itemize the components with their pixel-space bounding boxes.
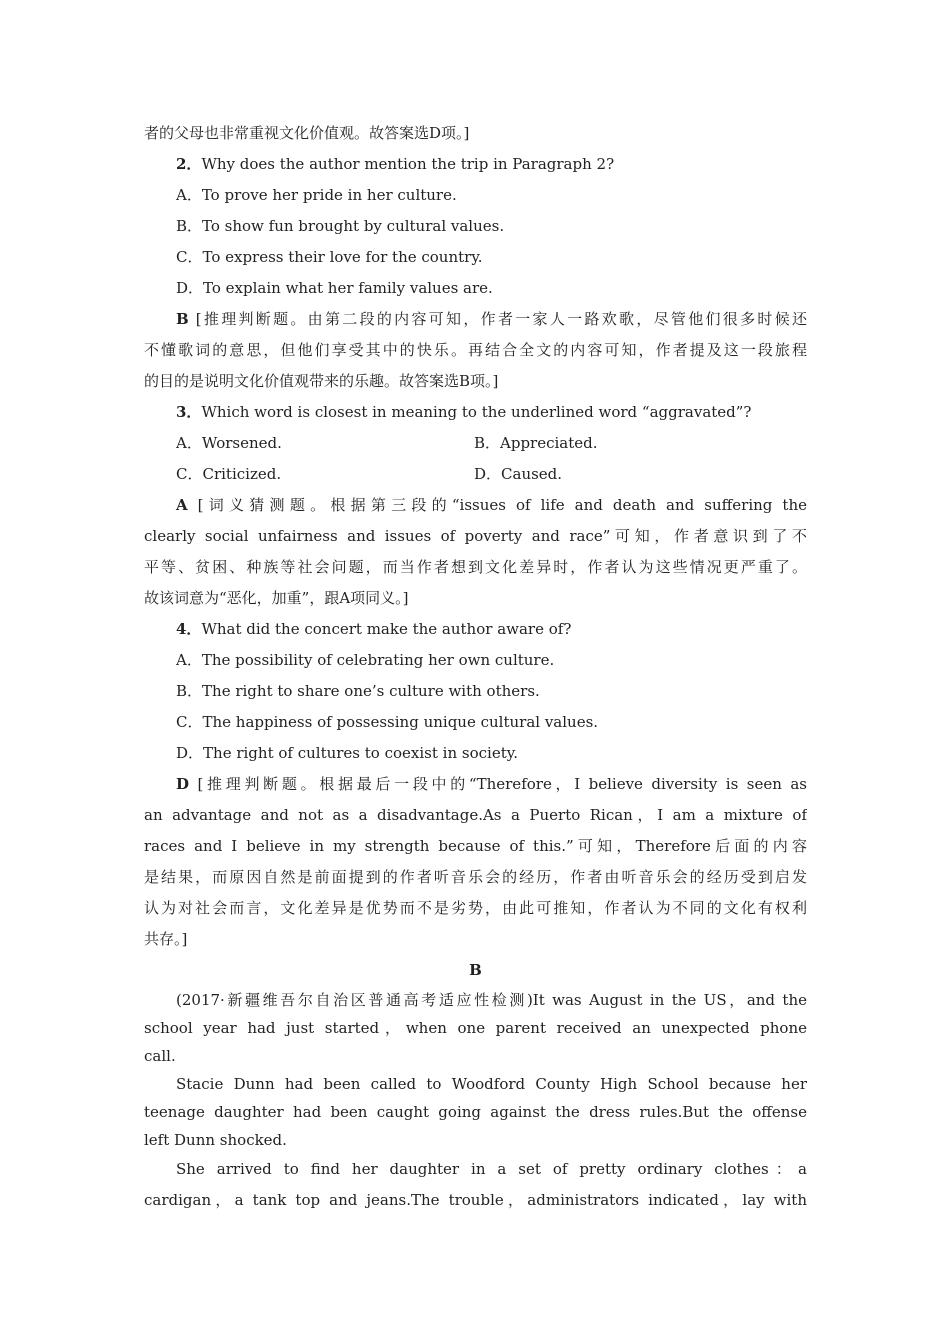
explanation-line: A [词义猜测题。根据第三段的“issues of life and death and suffering the	[176, 496, 807, 514]
document-page	[144, 118, 807, 1216]
passage-line: call.	[144, 1047, 176, 1065]
option-a: A．The possibility of celebrating her own culture.	[176, 651, 555, 669]
explanation-line: races and I believe in my strength because of this.”可知，Therefore后面的内容	[144, 837, 807, 855]
question-number: 3．	[176, 403, 202, 421]
option-c: C．To express their love for the country.	[176, 248, 483, 266]
options-row	[144, 428, 807, 459]
option-d: D．Caused.	[474, 465, 563, 483]
passage-line: Stacie Dunn had been called to Woodford County High School because her	[176, 1075, 807, 1093]
passage-line: She arrived to find her daughter in a set of pretty ordinary clothes：a	[176, 1160, 807, 1178]
question-stem: What did the concert make the author aware of?	[201, 620, 572, 638]
passage-line: (2017·新疆维吾尔自治区普通高考适应性检测)It was August in the US，and the	[176, 991, 807, 1009]
option-b: B．The right to share one’s culture with others.	[176, 682, 540, 700]
explanation-line: clearly social unfairness and issues of poverty and race”可知，作者意识到了不	[144, 527, 807, 545]
explanation-line: 是结果，而原因自然是前面提到的作者听音乐会的经历，作者由听音乐会的经历受到启发	[144, 868, 807, 886]
explanation-line: D [推理判断题。根据最后一段中的“Therefore，I believe diversity is seen as	[176, 775, 807, 793]
question-number: 2．	[176, 155, 202, 173]
answer-letter: A	[176, 496, 188, 514]
explanation-line: 认为对社会而言，文化差异是优势而不是劣势，由此可推知，作者认为不同的文化有权利	[144, 899, 807, 917]
question-3	[144, 397, 807, 428]
passage-line: teenage daughter had been caught going against the dress rules.But the offense	[144, 1103, 807, 1121]
option-c: C．Criticized.	[176, 465, 282, 483]
option-d: D．The right of cultures to coexist in society.	[176, 744, 518, 762]
explanation-line: 平等、贫困、种族等社会问题，而当作者想到文化差异时，作者认为这些情况更严重了。	[144, 558, 807, 576]
answer-letter: B	[176, 310, 189, 328]
question-4	[144, 614, 807, 645]
explanation-line: B [推理判断题。由第二段的内容可知，作者一家人一路欢歌，尽管他们很多时候还	[176, 310, 807, 328]
question-number: 4．	[176, 620, 202, 638]
section-heading: B	[469, 961, 482, 979]
option-b: B．Appreciated.	[474, 434, 598, 452]
passage-line: left Dunn shocked.	[144, 1131, 287, 1149]
text-line: 者的父母也非常重视文化价值观。故答案选D项。]	[144, 124, 470, 142]
answer-letter: D	[176, 775, 190, 793]
passage-line: school year had just started，when one parent received an unexpected phone	[144, 1019, 807, 1037]
explanation-line: 故该词意为“恶化，加重”，跟A项同义。]	[144, 589, 409, 607]
question-stem: Why does the author mention the trip in Paragraph 2?	[201, 155, 615, 173]
question-stem: Which word is closest in meaning to the underlined word “aggravated”?	[201, 403, 752, 421]
passage-line: cardigan，a tank top and jeans.The trouble，administrators indicated，lay with	[144, 1191, 807, 1209]
explanation-line: an advantage and not as a disadvantage.As a Puerto Rican，I am a mixture of	[144, 806, 807, 824]
options-row	[144, 459, 807, 490]
option-b: B．To show fun brought by cultural values.	[176, 217, 505, 235]
explanation-line: 的目的是说明文化价值观带来的乐趣。故答案选B项。]	[144, 372, 499, 390]
explanation-line: 不懂歌词的意思，但他们享受其中的快乐。再结合全文的内容可知，作者提及这一段旅程	[144, 341, 807, 359]
option-c: C．The happiness of possessing unique cultural values.	[176, 713, 599, 731]
explanation-line: 共存。]	[144, 930, 188, 948]
option-a: A．Worsened.	[176, 434, 282, 452]
option-d: D．To explain what her family values are.	[176, 279, 493, 297]
question-2	[144, 149, 807, 180]
option-a: A．To prove her pride in her culture.	[176, 186, 457, 204]
